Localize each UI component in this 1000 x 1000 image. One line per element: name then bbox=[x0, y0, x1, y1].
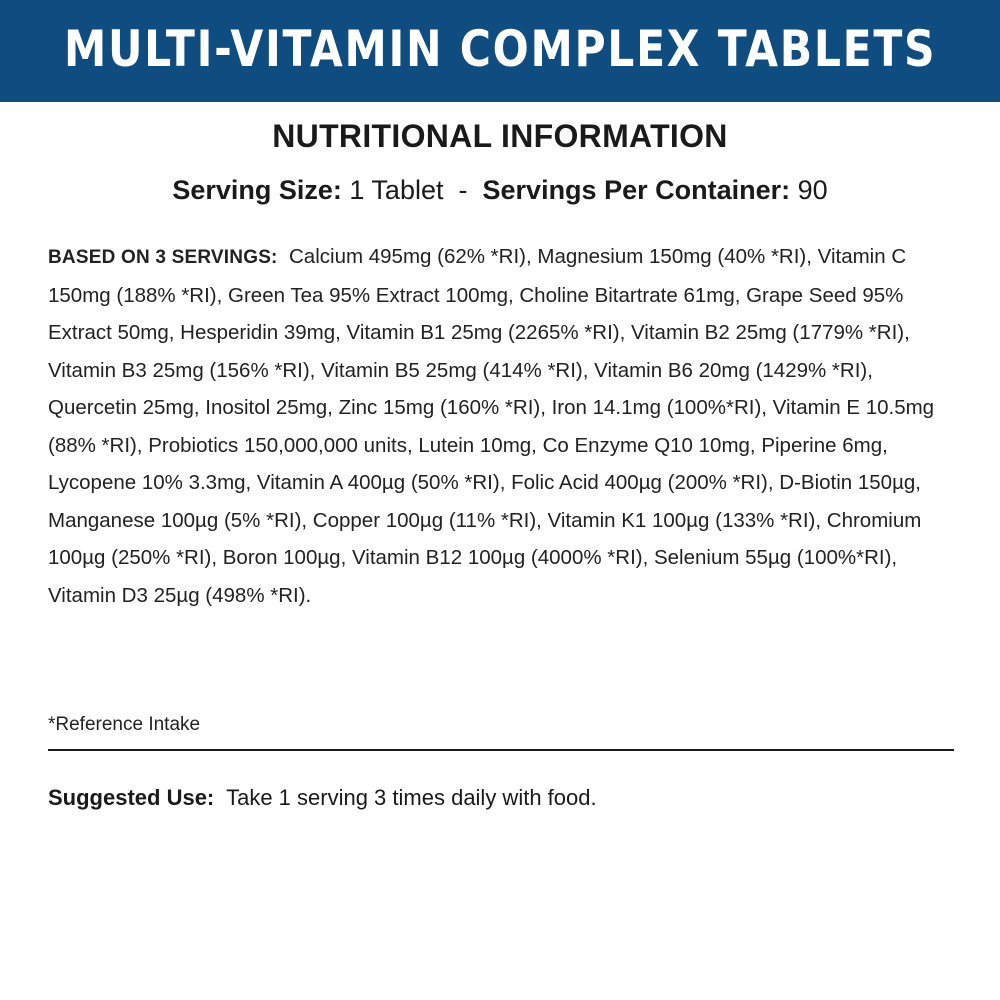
serving-size-label: Serving Size: bbox=[172, 175, 342, 205]
based-on-servings-label: BASED ON 3 SERVINGS: bbox=[48, 247, 278, 268]
suggested-use-text: Take 1 serving 3 times daily with food. bbox=[226, 785, 597, 810]
suggested-use bbox=[48, 785, 597, 811]
nutrition-heading: NUTRITIONAL INFORMATION bbox=[272, 118, 728, 154]
serving-separator: - bbox=[458, 175, 468, 205]
serving-info bbox=[0, 175, 1000, 206]
serving-size-value: 1 Tablet bbox=[349, 175, 444, 205]
servings-per-container-value: 90 bbox=[797, 175, 828, 205]
reference-intake-footnote: *Reference Intake bbox=[48, 714, 201, 735]
suggested-use-label: Suggested Use: bbox=[48, 785, 215, 810]
divider-line bbox=[48, 749, 954, 751]
ingredients-list bbox=[48, 238, 953, 614]
title-banner bbox=[0, 0, 1000, 102]
servings-per-container-label: Servings Per Container: bbox=[482, 175, 791, 205]
product-title: MULTI-VITAMIN COMPLEX TABLETS bbox=[63, 20, 937, 78]
ingredients-text: Calcium 495mg (62% *RI), Magnesium 150mg (40% *RI), Vitamin C 150mg (188% *RI), Green Tea 95% Extract 100mg, Choline Bitartrate 61mg, Grape Seed 95% Extract 50mg, Hesperidin 39mg, Vitamin B1 25mg (2265% *RI), Vitamin B2 25mg (1779% *RI), Vitamin B3 25mg (156% *RI), Vitamin B5 25mg (414% *RI), Vitamin B6 20mg (1429% *RI), Quercetin 25mg, Inositol 25mg, Zinc 15mg (160% *RI), Iron 14.1mg (100%*RI), Vitamin E 10.5mg (88% *RI), Probiotics 150,000,000 units, Lutein 10mg, Co Enzyme Q10 10mg, Piperine 6mg, Lycopene 10% 3.3mg, Vitamin A 400µg (50% *RI), Folic Acid 400µg (200% *RI), D-Biotin 150µg, Manganese 100µg (5% *RI), Copper 100µg (11% *RI), Vitamin K1 100µg (133% *RI), Chromium 100µg (250% *RI), Boron 100µg, Vitamin B12 100µg (4000% *RI), Selenium 55µg (100%*RI), Vitamin D3 25µg (498% *RI). bbox=[48, 245, 935, 607]
